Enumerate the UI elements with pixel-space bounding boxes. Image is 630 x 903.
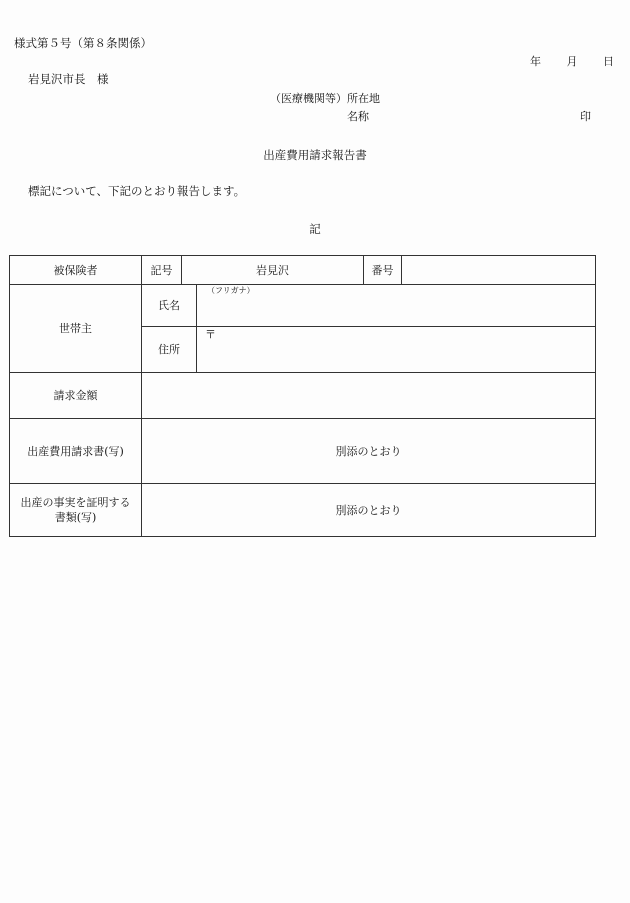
address-value-cell[interactable] [197, 327, 596, 373]
date-year-label: 年 [530, 55, 541, 68]
address-label: 住所 [142, 327, 197, 373]
proof-label-line2: 書類(写) [54, 511, 97, 524]
insured-label: 被保険者 [10, 256, 142, 285]
furigana-label: （フリガナ） [207, 286, 255, 295]
table-row-insured [10, 256, 596, 285]
householder-label: 世帯主 [10, 285, 142, 373]
seal-mark: 印 [580, 110, 591, 123]
date-line [530, 53, 614, 69]
table-row-householder-name [10, 285, 596, 327]
addressee: 岩見沢市長 様 [28, 72, 109, 86]
proof-label-line1: 出産の事実を証明する [20, 496, 131, 509]
proof-label [10, 484, 142, 537]
postal-mark: 〒 [205, 328, 216, 341]
institution-name-label: 名称 [347, 110, 369, 123]
table-row-invoice [10, 419, 596, 484]
amount-value-cell[interactable] [142, 373, 596, 419]
invoice-value: 別添のとおり [142, 419, 596, 484]
number-value-cell[interactable] [402, 256, 596, 285]
ki-heading: 記 [309, 222, 321, 236]
invoice-label: 出産費用請求書(写) [10, 419, 142, 484]
name-value-cell[interactable] [197, 285, 596, 327]
symbol-label: 記号 [142, 256, 182, 285]
document-title: 出産費用請求報告書 [263, 148, 367, 162]
intro-text: 標記について、下記のとおり報告します。 [28, 184, 246, 198]
table-row-amount [10, 373, 596, 419]
date-day-label: 日 [603, 55, 614, 68]
date-month-label: 月 [566, 55, 578, 68]
number-label: 番号 [364, 256, 402, 285]
institution-location-label: （医療機関等）所在地 [270, 92, 380, 105]
proof-value: 別添のとおり [142, 484, 596, 537]
form-number: 様式第５号（第８条関係） [14, 36, 152, 50]
table-row-proof [10, 484, 596, 537]
symbol-value: 岩見沢 [182, 256, 364, 285]
amount-label: 請求金額 [10, 373, 142, 419]
name-label: 氏名 [142, 285, 197, 327]
report-table [9, 255, 596, 537]
